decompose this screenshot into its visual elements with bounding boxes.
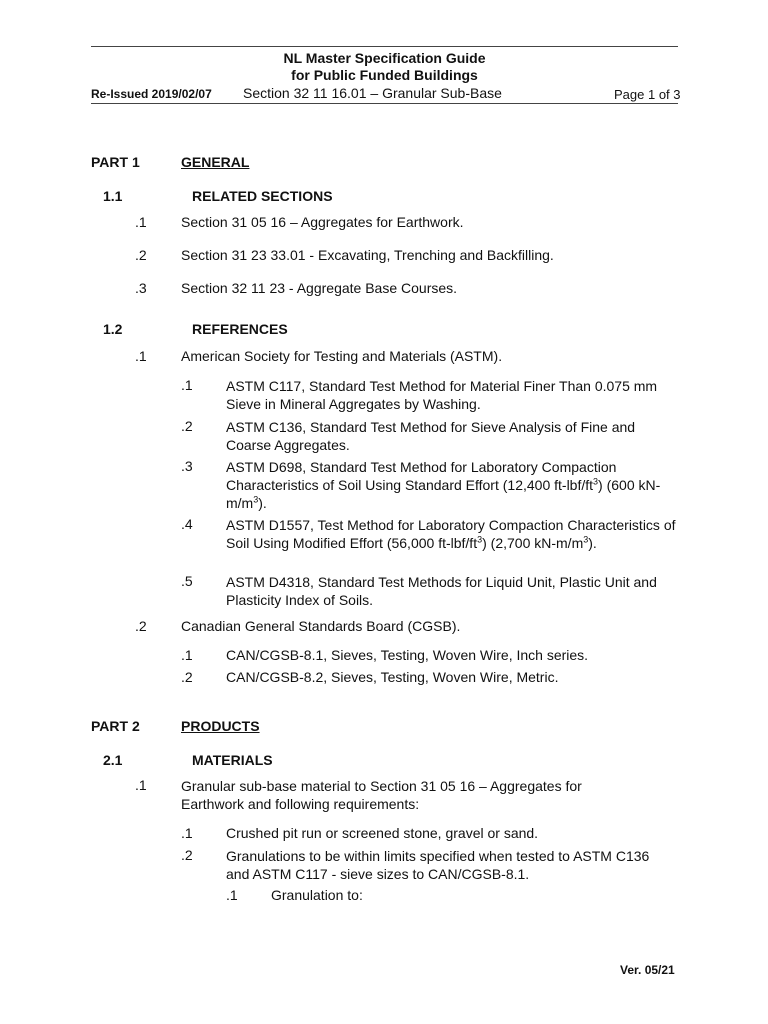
item-2-1-1-number: .1	[135, 777, 147, 793]
item-2-1-1-1-text: Crushed pit run or screened stone, gravel or sand.	[226, 825, 539, 841]
astm-c117-text: ASTM C117, Standard Test Method for Material Finer Than 0.075 mm Sieve in Mineral Aggregates by Washing.	[226, 378, 658, 412]
item-2-1-1-1-number: .1	[181, 825, 193, 841]
doc-title-line1: NL Master Specification Guide	[283, 50, 486, 66]
astm-d4318-number: .5	[181, 573, 193, 589]
section-2-1-title: MATERIALS	[192, 752, 273, 768]
header-bottom-rule	[91, 103, 678, 104]
cgsb-8-2-number: .2	[181, 669, 193, 685]
cgsb-8-1-text: CAN/CGSB-8.1, Sieves, Testing, Woven Wire, Inch series.	[226, 647, 589, 663]
reissued-date: Re-Issued 2019/02/07	[91, 87, 212, 101]
astm-d698-text-c: ).	[258, 495, 267, 511]
item-1-1-3-number: .3	[135, 280, 147, 296]
astm-d698-text-a: ASTM D698, Standard Test Method for Laboratory Compaction Characteristics of Soil Using Standard Effort (12,400 ft-lbf/ft	[226, 459, 617, 493]
section-title: Section 32 11 16.01 – Granular Sub-Base	[243, 85, 502, 101]
astm-d1557-text-a: ASTM D1557, Test Method for Laboratory Compaction Characteristics of Soil Using Modified Effort (56,000 ft-lbf/ft	[226, 517, 676, 551]
astm-d698-text	[226, 458, 666, 512]
section-1-2-title: REFERENCES	[192, 321, 288, 337]
granulation-number: .1	[226, 887, 238, 903]
astm-d1557-text-c: ).	[588, 535, 597, 551]
cgsb-8-1-number: .1	[181, 647, 193, 663]
part1-number: PART 1	[91, 154, 140, 170]
cgsb-number: .2	[135, 618, 147, 634]
section-2-1-number: 2.1	[103, 752, 123, 768]
astm-d1557-text-b: ) (2,700 kN-m/m	[482, 535, 584, 551]
item-1-1-2-text: Section 31 23 33.01 - Excavating, Trenching and Backfilling.	[181, 247, 554, 263]
item-1-1-2-number: .2	[135, 247, 147, 263]
section-1-1-number: 1.1	[103, 188, 123, 204]
section-1-2-number: 1.2	[103, 321, 123, 337]
item-2-1-1-2-number: .2	[181, 847, 193, 863]
astm-heading: American Society for Testing and Materials (ASTM).	[181, 348, 503, 364]
astm-d698-sup-b: 3	[253, 494, 259, 505]
part2-number: PART 2	[91, 718, 140, 734]
item-1-1-3-text: Section 32 11 23 - Aggregate Base Courses.	[181, 280, 458, 296]
item-1-1-1-number: .1	[135, 214, 147, 230]
astm-c136-text: ASTM C136, Standard Test Method for Sieve Analysis of Fine and Coarse Aggregates.	[226, 419, 636, 453]
header-top-rule	[91, 46, 678, 47]
item-2-1-1-2-text: Granulations to be within limits specified when tested to ASTM C136 and ASTM C117 - sieve sizes to CAN/CGSB-8.1.	[226, 848, 650, 882]
astm-d1557-text	[226, 516, 681, 552]
page-number: Page 1 of 3	[614, 87, 681, 102]
astm-c117-number: .1	[181, 377, 193, 393]
astm-d698-sup-a: 3	[593, 476, 599, 487]
part2-title: PRODUCTS	[181, 718, 260, 734]
granulation-text: Granulation to:	[271, 887, 363, 903]
astm-d1557-sup-a: 3	[477, 534, 483, 545]
section-1-1-title: RELATED SECTIONS	[192, 188, 333, 204]
astm-d698-number: .3	[181, 458, 193, 474]
version-label: Ver. 05/21	[620, 963, 675, 977]
astm-number: .1	[135, 348, 147, 364]
astm-d1557-number: .4	[181, 516, 193, 532]
cgsb-8-2-text: CAN/CGSB-8.2, Sieves, Testing, Woven Wire, Metric.	[226, 669, 559, 685]
cgsb-heading: Canadian General Standards Board (CGSB).	[181, 618, 461, 634]
astm-c136-number: .2	[181, 418, 193, 434]
astm-d1557-sup-b: 3	[583, 534, 589, 545]
item-2-1-1-text: Granular sub-base material to Section 31 05 16 – Aggregates for Earthwork and following requirements:	[181, 778, 582, 812]
item-1-1-1-text: Section 31 05 16 – Aggregates for Earthwork.	[181, 214, 464, 230]
part1-title: GENERAL	[181, 154, 250, 170]
astm-d698-text-b: ) (600 kN-m/m	[226, 477, 661, 511]
astm-d4318-text: ASTM D4318, Standard Test Methods for Liquid Unit, Plastic Unit and Plasticity Index of Soils.	[226, 574, 657, 608]
doc-title-line2: for Public Funded Buildings	[291, 67, 478, 83]
